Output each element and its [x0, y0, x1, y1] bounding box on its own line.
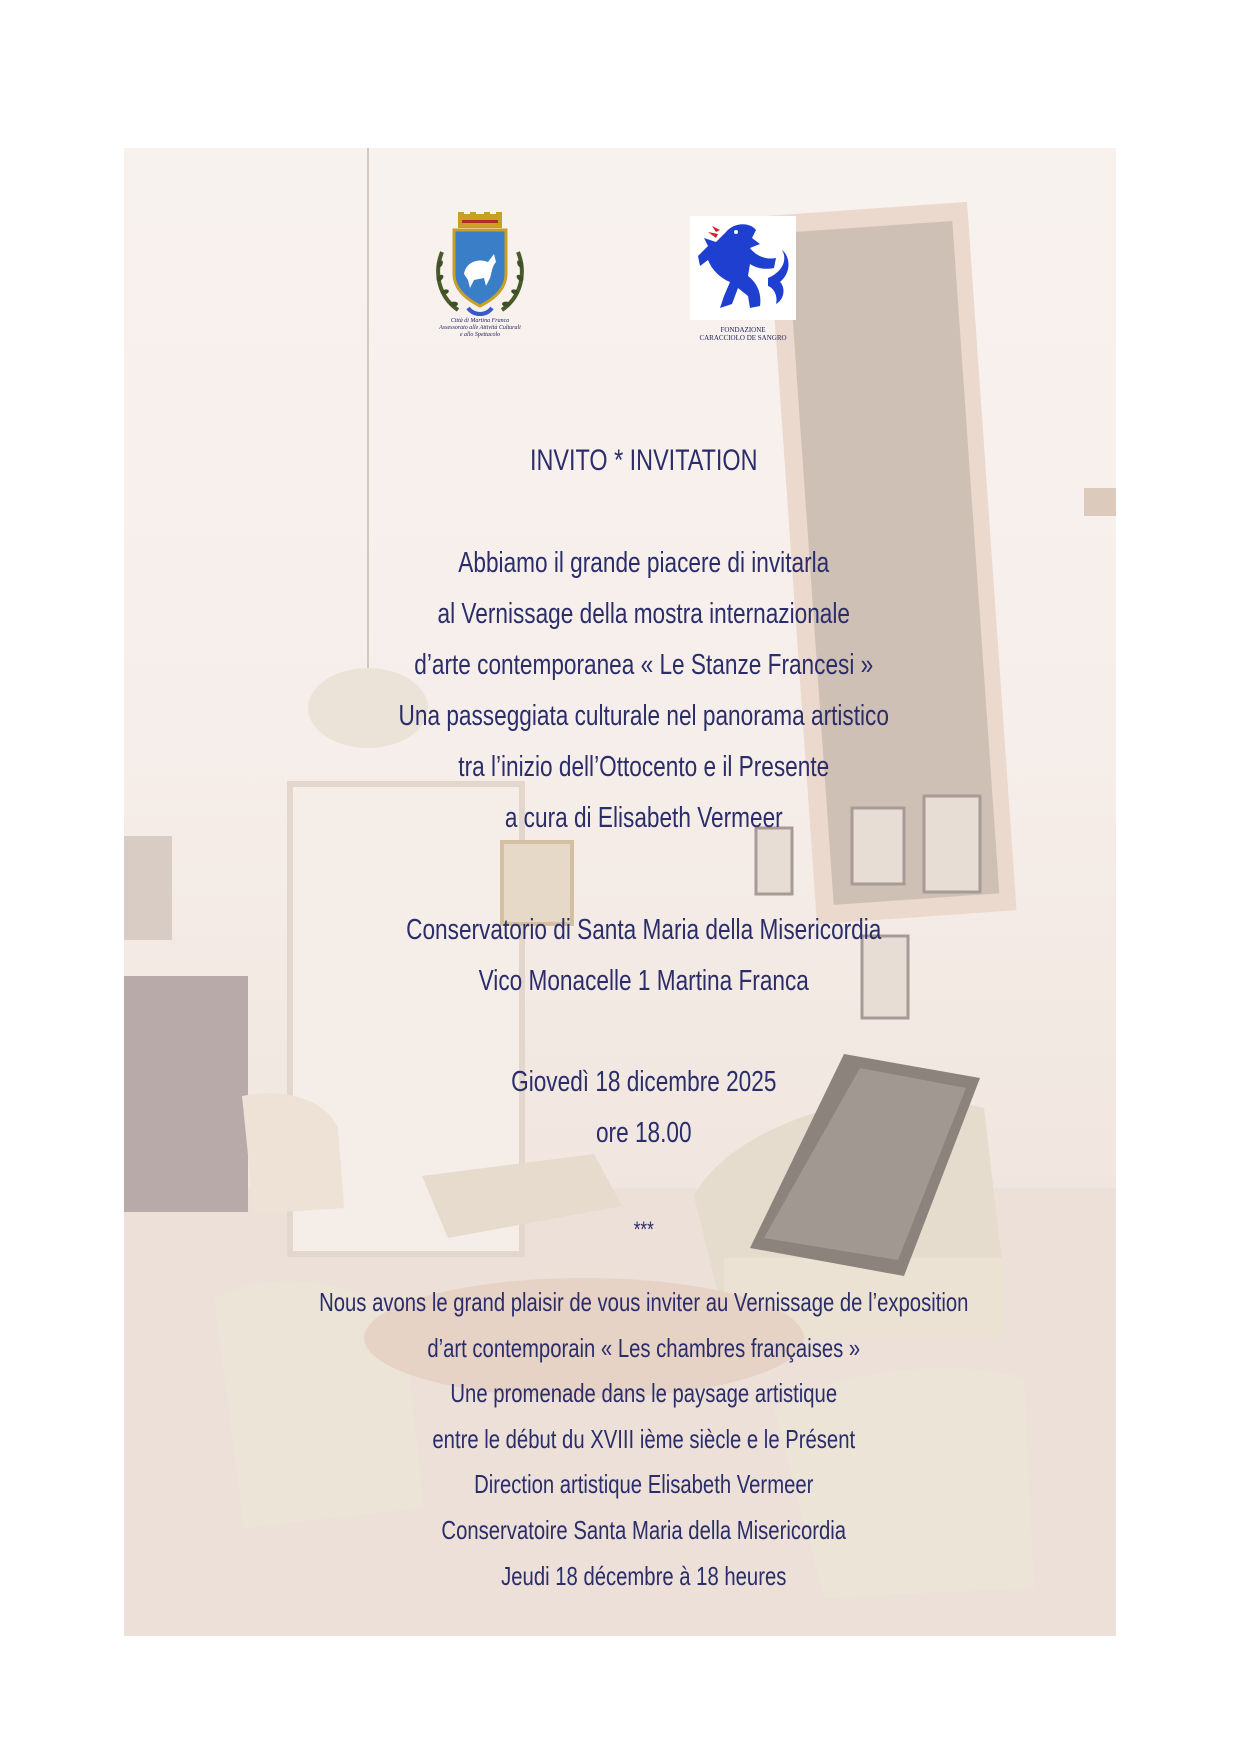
french-line: Jeudi 18 décembre à 18 heures	[501, 1560, 787, 1591]
city-logo-caption-line: Assessorato alle Attività Culturali	[439, 325, 521, 331]
italian-line: Abbiamo il grande piacere di invitarla	[458, 547, 830, 579]
fondazione-logo-caption-line: CARACCIOLO DE SANGRO	[699, 334, 787, 342]
french-line: Direction artistique Elisabeth Vermeer	[474, 1469, 814, 1500]
venue-line: Vico Monacelle 1 Martina Franca	[478, 965, 809, 997]
city-logo-caption-line: e allo Spettacolo	[459, 332, 501, 338]
fondazione-logo-caption-line: FONDAZIONE	[720, 326, 766, 334]
italian-line: a cura di Elisabeth Vermeer	[504, 802, 783, 834]
date-line: Giovedì 18 dicembre 2025	[511, 1066, 777, 1098]
coat-of-arms-icon	[430, 212, 530, 322]
invitation-title: INVITO * INVITATION	[529, 444, 758, 477]
city-logo-caption-line: Città di Martina Franca	[450, 318, 510, 324]
french-line: d’art contemporain « Les chambres françaises »	[427, 1332, 861, 1363]
city-logo-caption	[420, 318, 540, 339]
french-line: Une promenade dans le paysage artistique	[450, 1378, 838, 1409]
french-line: entre le début du XVIII ième siècle e le Présent	[432, 1423, 856, 1454]
italian-invitation-text	[257, 538, 1031, 844]
venue-line: Conservatorio di Santa Maria della Misericordia	[406, 914, 882, 946]
event-date	[257, 1057, 1031, 1159]
venue-address	[257, 905, 1031, 1007]
french-line: Conservatoire Santa Maria della Misericordia	[441, 1514, 847, 1545]
fondazione-logo-caption	[680, 326, 806, 342]
italian-line: tra l’inizio dell’Ottocento e il Presente	[458, 751, 830, 783]
italian-line: Una passeggiata culturale nel panorama artistico	[398, 700, 889, 732]
fondazione-lion-logo	[690, 216, 796, 320]
section-separator: ***	[633, 1217, 654, 1242]
italian-line: d’arte contemporanea « Le Stanze Francesi »	[414, 649, 874, 681]
rampant-lion-icon	[690, 216, 796, 320]
french-invitation-text	[257, 1280, 1031, 1599]
french-line: Nous avons le grand plaisir de vous inviter au Vernissage de l’exposition	[319, 1287, 969, 1317]
time-line: ore 18.00	[595, 1117, 692, 1149]
italian-line: al Vernissage della mostra internazionale	[437, 598, 850, 630]
